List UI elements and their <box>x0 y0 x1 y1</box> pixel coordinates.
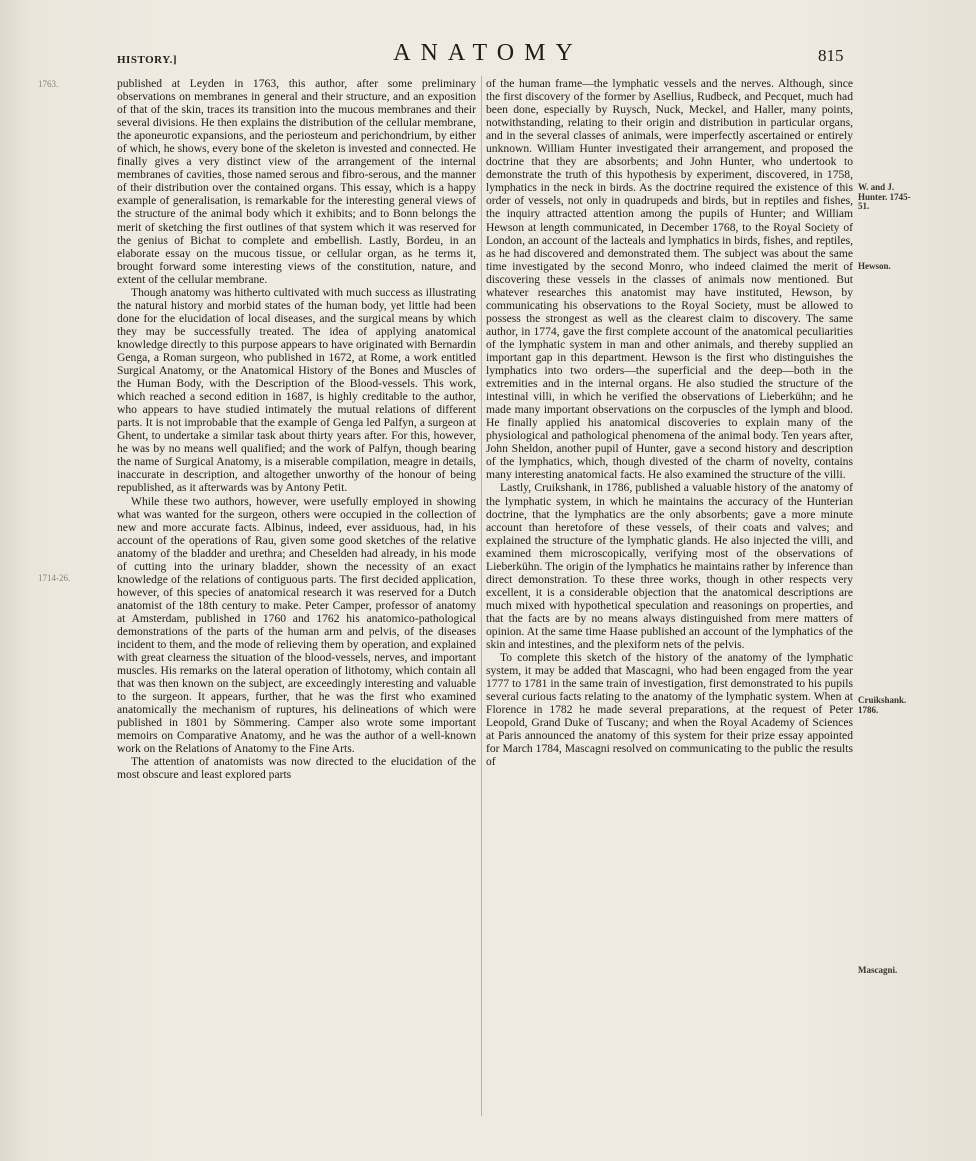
paragraph: To complete this sketch of the history of the anatomy of the lymphatic system, it may be added that Mascagni, who had been engaged from the year 1777 to 1781 in the same train of investigation, first demonstrated to his pupils several curious facts relating to the anatomy of the lymphatic system. When at Florence in 1782 he made several preparations, at the request of Peter Leopold, Grand Duke of Tuscany; and when the Royal Academy of Sciences at Paris announced the anatomy of this system for their prize essay appointed for March 1784, Mascagni resolved on communicating to the public the results of <box>486 651 853 769</box>
running-head-title: ANATOMY <box>393 40 583 66</box>
column-divider <box>481 76 482 1116</box>
running-head-section: HISTORY.] <box>117 54 178 66</box>
margin-note-right: Hewson. <box>858 261 891 271</box>
margin-note-left: 1763. <box>38 79 59 89</box>
paragraph: While these two authors, however, were usefully employed in showing what was wanted for the surgeon, others were occupied in the collection of new and more accurate facts. Albinus, indeed, ever assiduous, had, in his account of the operations of Rau, given some good sketches of the relative anatomy of the bladder and urethra; and Cheselden had already, in his mode of cutting into the urinary bladder, shown the necessity of an exact knowledge of the relations of contiguous parts. The first decided application, however, of this species of anatomical research it was reserved for a Dutch anatomist of the 18th century to make. Peter Camper, professor of anatomy at Amsterdam, published in 1760 and 1762 his anatomico-pathological demonstrations of the parts of the human arm and pelvis, of the diseases incident to them, and the mode of relieving them by operation, and explained with great clearness the situation of the blood-vessels, nerves, and important muscles. His remarks on the lateral operation of lithotomy, which contain all that was then known on the subject, are exceedingly interesting and valuable to the surgeon. It appears, further, that he was the first who examined anatomically the mechanism of ruptures, his delineations of which were published in 1801 by Sömmering. Camper also wrote some important memoirs on Comparative Anatomy, and he was the author of a well-known work on the Relations of Anatomy to the Fine Arts. <box>117 494 476 756</box>
left-column <box>117 77 476 782</box>
paragraph: The attention of anatomists was now directed to the elucidation of the most obscure and least explored parts <box>117 755 476 782</box>
page-number: 815 <box>818 46 844 65</box>
paragraph: published at Leyden in 1763, this author, after some preliminary observations on membranes in general and their structure, and an exposition of that of the skin, traces its transition into the mucous membranes and their several divisions. He then explains the distribution of the cellular membrane, the aponeurotic expansions, and the periosteum and perichondrium, by either of which, he shows, every bone of the skeleton is invested and connected. He finally gives a very distinct view of the arrangement of the internal membranes of cavities, those named serous and fibro-serous, and the manner of their distribution over the contained organs. This essay, which is a happy example of generalisation, is remarkable for the interesting general views of the structure of the animal body which it exhibits; and to Bonn belongs the merit of sketching the first outlines of that system which it was reserved for the genius of Bichat to complete and embellish. Lastly, Bordeu, in an elaborate essay on the mucous tissue, or cellular organ, as he terms it, brought forward some interesting views of the constitution, nature, and extent of the cellular membrane. <box>117 77 476 286</box>
margin-note-right: Cruikshank. 1786. <box>858 695 907 715</box>
margin-note-right: W. and J. Hunter. 1745-51. <box>858 182 911 211</box>
margin-note-left: 1714-26. <box>38 573 71 583</box>
page-header <box>0 40 976 70</box>
margin-note-right: Mascagni. <box>858 965 898 975</box>
paragraph: Lastly, Cruikshank, in 1786, published a valuable history of the anatomy of the lymphatic system, in which he maintains the accuracy of the Hunterian doctrine, that the lymphatics are the only absorbents; gave a more minute account than heretofore of these vessels, of their coats and valves; and explained the structure of the lymphatic glands. He also injected the villi, and examined them microscopically, verifying most of the observations of Lieberkühn. The origin of the lymphatics he maintains rather by inference than direct demonstration. To these three works, though in other respects very excellent, it is a considerable objection that the anatomical descriptions are much mixed with hypothetical speculation and reasonings on properties, and that the facts are by no means always distinguished from mere matters of opinion. At the same time Haase published an account of the lymphatics of the skin and intestines, and the plexiform nets of the pelvis. <box>486 481 853 652</box>
right-column <box>486 77 853 768</box>
paragraph: of the human frame—the lymphatic vessels and the nerves. Although, since the first discovery of the former by Asellius, Rudbeck, and Pecquet, much had been done, especially by Ruysch, Nuck, Meckel, and Haller, many points, notwithstanding, relating to their origin and distribution in particular organs, and in the several classes of animals, were imperfectly ascertained or entirely unknown. William Hunter investigated their arrangement, and proposed the doctrine that they are absorbents; and John Hunter, who undertook to demonstrate the truth of this hypothesis by experiment, discovered, in 1758, lymphatics in the neck in birds. As the doctrine required the existence of this order of vessels, not only in quadrupeds and birds, but in reptiles and fishes, the inquiry attracted attention among the pupils of Hunter; and William Hewson at length communicated, in December 1768, to the Royal Society of London, an account of the lacteals and lymphatics in birds, fishes, and reptiles, as he had discovered and demonstrated them. The subject was about the same time investigated by the second Monro, who indeed claimed the merit of discovering these vessels in the classes of animals now mentioned. But whatever researches this anatomist may have instituted, Hewson, by communicating his observations to the Royal Society, must be allowed to possess the strongest as well as the clearest claim to discovery. The same author, in 1774, gave the first complete account of the anatomical peculiarities of the lymphatic system in man and other animals, and thereby supplied an important gap in this department. Hewson is the first who distinguishes the lymphatics into two orders—the superficial and the deep—both in the extremities and in the internal organs. He also studied the structure of the intestinal villi, in which he verified the observations of Lieberkühn; and he made many important observations on the corpuscles of the lymph and blood. He finally applied his anatomical discoveries to explain many of the physiological and pathological phenomena of the animal body. Ten years after, John Sheldon, another pupil of Hunter, gave a second history and description of the lymphatics, which, though divested of the charm of novelty, contains many interesting anatomical facts. He also examined the structure of the villi. <box>486 77 853 482</box>
paragraph: Though anatomy was hitherto cultivated with much success as illustrating the natural history and morbid states of the human body, yet little had been done for the elucidation of local diseases, and the surgical means by which they may be successfully treated. The idea of applying anatomical knowledge directly to this purpose appears to have originated with Bernardin Genga, a Roman surgeon, who published in 1672, at Rome, a work entitled Surgical Anatomy, or the Anatomical History of the Bones and Muscles of the Human Body, with the Description of the Blood-vessels. This work, which reached a second edition in 1687, is highly creditable to the author, who appears to have studied intimately the mutual relations of different parts. It is not improbable that the example of Genga led Palfyn, a surgeon at Ghent, to undertake a similar task about thirty years after. For this, however, he was by no means well qualified; and the work of Palfyn, though bearing the name of Surgical Anatomy, is a miserable compilation, meagre in details, inaccurate in description, and altogether unworthy of the honour of being republished, as it afterwards was by Antony Petit. <box>117 285 476 495</box>
